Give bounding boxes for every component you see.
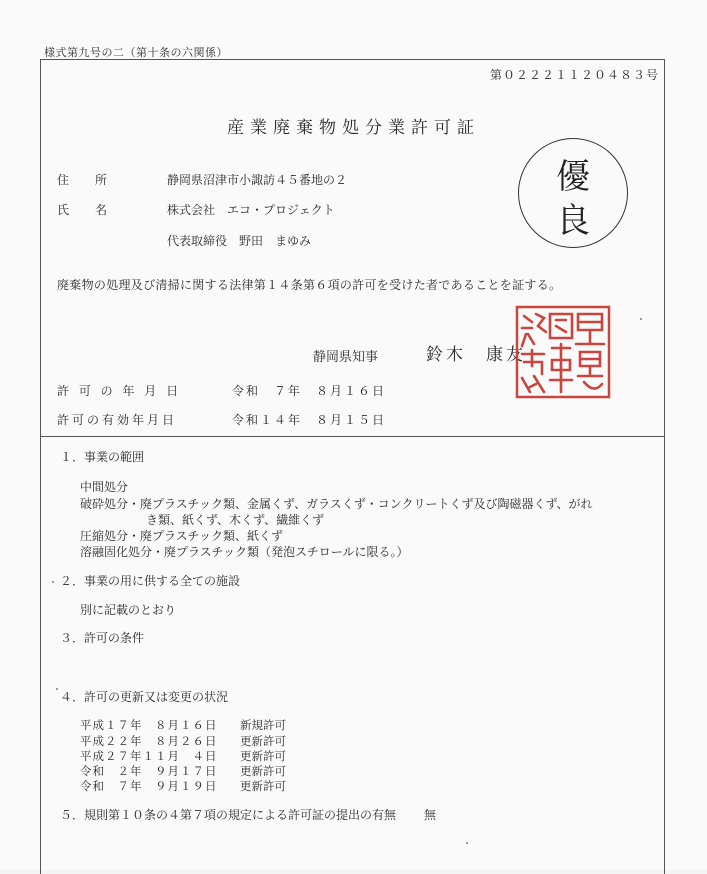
representative: 代表取締役 野田 まゆみ	[167, 234, 312, 248]
section-1-line-1: 破砕処分・廃プラスチック類、金属くず、ガラスくず・コンクリートくず及び陶磁器くず、がれ	[80, 497, 593, 511]
history-date: 平成１７年 ８月１６日	[80, 718, 218, 732]
section-1-line-3: 圧縮処分・廃プラスチック類、紙くず	[80, 529, 284, 543]
history-status: 更新許可	[240, 764, 286, 778]
scan-speck	[640, 318, 642, 320]
history-date: 令和 ２年 ９月１７日	[80, 764, 218, 778]
section-3-title: ３．許可の条件	[60, 631, 145, 645]
name-label: 氏名	[57, 203, 134, 217]
expiry-date-row	[57, 411, 386, 428]
section-1-subtitle: 中間処分	[80, 480, 129, 494]
issuer-name: 鈴木 康友	[426, 345, 526, 365]
history-date: 令和 ７年 ９月１９日	[80, 779, 218, 793]
section-5-value: 無	[424, 808, 437, 822]
history-row	[80, 717, 286, 733]
expiry-date-value: 令和１４年 ８月１５日	[232, 413, 387, 427]
address-label: 住所	[57, 173, 134, 187]
history-row	[80, 733, 286, 749]
badge-char-2: 良	[556, 201, 590, 241]
history-date: 平成２７年１１月 ４日	[80, 749, 218, 763]
history-date: 平成２２年 ８月２６日	[80, 734, 218, 748]
history-row	[80, 778, 286, 794]
badge-char-1: 優	[556, 157, 590, 197]
history-status: 更新許可	[240, 779, 286, 793]
history-row	[80, 748, 286, 764]
certificate-title: 産業廃棄物処分業許可証	[227, 118, 480, 138]
section-4-title: ４．許可の更新又は変更の状況	[60, 690, 229, 704]
scan-speck	[52, 581, 54, 583]
section-1-line-4: 溶融固化処分・廃プラスチック類（発泡スチロールに限る。）	[80, 545, 409, 559]
governor-seal-icon	[514, 304, 612, 400]
issue-date-row	[57, 382, 386, 399]
address-value: 静岡県沼津市小諏訪４５番地の２	[167, 173, 348, 187]
form-label: 様式第九号の二（第十条の六関係）	[44, 46, 228, 59]
section-2-body: 別に記載のとおり	[80, 603, 177, 617]
history-status: 更新許可	[240, 749, 286, 763]
excellence-badge	[518, 138, 628, 248]
name-row	[57, 201, 335, 218]
issue-date-value: 令和 ７年 ８月１６日	[232, 384, 387, 398]
section-divider	[40, 436, 665, 437]
scan-speck	[56, 688, 58, 690]
scan-speck	[466, 842, 468, 844]
section-1-title: １．事業の範囲	[60, 450, 145, 464]
issue-date-label: 許 可 の 年 月 日	[57, 384, 182, 398]
history-row	[80, 763, 286, 779]
expiry-date-label: 許可の有効年月日	[57, 413, 178, 427]
section-2-title: ２．事業の用に供する全ての施設	[60, 574, 241, 588]
history-status: 新規許可	[240, 718, 286, 732]
certificate-number: 第０２２２１１２０４８３号	[489, 68, 659, 82]
history-status: 更新許可	[240, 734, 286, 748]
section-5-row	[60, 806, 436, 823]
address-row	[57, 171, 347, 188]
section-5-title: ５．規則第１０条の４第７項の規定による許可証の提出の有無	[60, 808, 397, 822]
section-1-line-2: き類、紙くず、木くず、繊維くず	[146, 513, 325, 527]
company-name: 株式会社 エコ・プロジェクト	[167, 203, 335, 217]
issuer-title: 静岡県知事	[313, 350, 379, 365]
certification-statement: 廃棄物の処理及び清掃に関する法律第１４条第６項の許可を受けた者であることを証する。	[57, 278, 562, 292]
